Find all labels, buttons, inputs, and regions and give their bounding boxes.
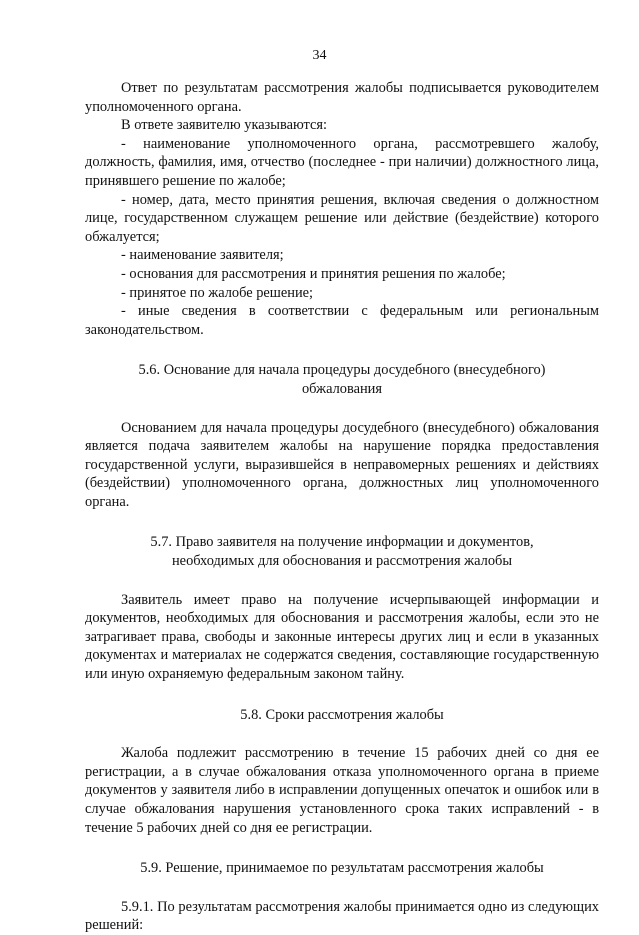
section-5-6-heading bbox=[85, 361, 599, 398]
section-heading-line: 5.7. Право заявителя на получение информации и документов, bbox=[150, 534, 534, 551]
section-heading-line: необходимых для обоснования и рассмотрения жалобы bbox=[171, 553, 513, 570]
list-item: - принятое по жалобе решение; bbox=[121, 284, 314, 301]
list-item: - номер, дата, место принятия решения, включая сведения о должностном лице, государственном служащем решение или действие (бездействие) которого обжалуется; bbox=[85, 191, 599, 245]
section-heading-line: 5.8. Сроки рассмотрения жалобы bbox=[240, 706, 444, 723]
section-5-9-heading bbox=[85, 859, 599, 878]
list-item: - наименование уполномоченного органа, рассмотревшего жалобу, должность, фамилия, имя, отчество (последнее - при наличии) должностного лица, принявшего решение по жалобе; bbox=[85, 135, 599, 189]
section-5-6-text: Основанием для начала процедуры досудебного (внесудебного) обжалования является подача заявителем жалобы на нарушение порядка предоставления государственной услуги, выразившейся в неправомерных решениях и действиях (бездействии) уполномоченного органа, должностных лиц уполномоченного органа. bbox=[85, 419, 599, 510]
section-heading-line: 5.6. Основание для начала процедуры досудебного (внесудебного) bbox=[138, 362, 546, 379]
section-5-7-heading bbox=[85, 533, 599, 570]
section-5-8-heading bbox=[85, 706, 599, 725]
section-5-8-text: Жалоба подлежит рассмотрению в течение 15 рабочих дней со дня ее регистрации, а в случае обжалования отказа уполномоченного органа в приеме документов у заявителя либо в исправлении допущенных опечаток и ошибок или в случае обжалования нарушения установленного срока таких исправлений - в течение 5 рабочих дней со дня ее регистрации. bbox=[85, 745, 599, 836]
list-item: - наименование заявителя; bbox=[121, 247, 284, 264]
document-body bbox=[85, 79, 599, 935]
section-heading-line: 5.9. Решение, принимаемое по результатам рассмотрения жалобы bbox=[140, 860, 544, 877]
intro-paragraph: Ответ по результатам рассмотрения жалобы подписывается руководителем уполномоченного органа. bbox=[85, 80, 599, 115]
list-item: - иные сведения в соответствии с федеральным или региональным законодательством. bbox=[85, 303, 599, 338]
section-5-9-text: 5.9.1. По результатам рассмотрения жалобы принимается одно из следующих решений: bbox=[85, 898, 599, 934]
list-item: - основания для рассмотрения и принятия решения по жалобе; bbox=[121, 265, 506, 282]
page-number: 34 bbox=[312, 48, 327, 63]
section-heading-line: обжалования bbox=[301, 380, 382, 397]
list-intro: В ответе заявителю указываются: bbox=[121, 117, 327, 134]
section-5-7-text: Заявитель имеет право на получение исчерпывающей информации и документов, необходимых для обоснования и рассмотрения жалобы, если это не затрагивает права, свободы и законные интересы других лиц и если в указанных документах и материалах не содержатся сведения, составляющие государственную или иную охраняемую федеральным законом тайну. bbox=[85, 591, 599, 683]
